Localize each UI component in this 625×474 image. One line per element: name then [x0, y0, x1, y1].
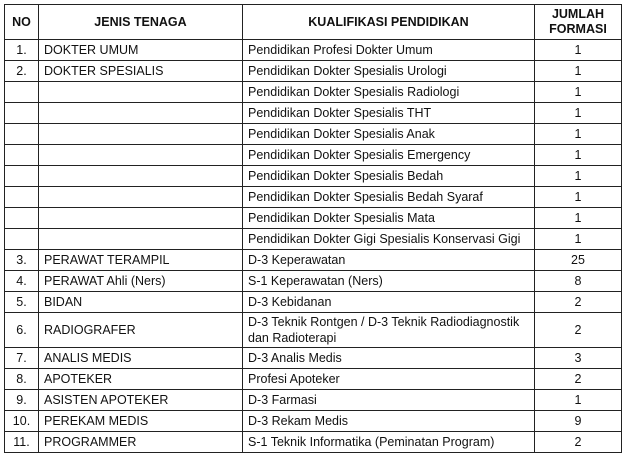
table-row [5, 124, 622, 145]
cell-jenis-tenaga [39, 82, 243, 103]
cell-no: 5. [5, 292, 39, 313]
cell-jenis-tenaga: DOKTER SPESIALIS [39, 61, 243, 82]
table-row [5, 61, 622, 82]
cell-kualifikasi: Pendidikan Dokter Gigi Spesialis Konservasi Gigi [243, 229, 535, 250]
cell-kualifikasi: S-1 Keperawatan (Ners) [243, 271, 535, 292]
cell-jumlah: 1 [535, 187, 622, 208]
header-jumlah-line2: FORMASI [549, 22, 607, 36]
cell-jenis-tenaga [39, 187, 243, 208]
cell-kualifikasi: D-3 Analis Medis [243, 348, 535, 369]
cell-kualifikasi: D-3 Rekam Medis [243, 411, 535, 432]
header-row [5, 5, 622, 40]
cell-no [5, 166, 39, 187]
cell-jenis-tenaga [39, 208, 243, 229]
cell-jenis-tenaga: PEREKAM MEDIS [39, 411, 243, 432]
cell-no [5, 145, 39, 166]
cell-jumlah: 8 [535, 271, 622, 292]
cell-jumlah: 1 [535, 40, 622, 61]
cell-no: 1. [5, 40, 39, 61]
table-row [5, 250, 622, 271]
cell-no [5, 229, 39, 250]
table-row [5, 208, 622, 229]
cell-jumlah: 1 [535, 229, 622, 250]
table-row [5, 82, 622, 103]
cell-no [5, 187, 39, 208]
cell-jumlah: 1 [535, 82, 622, 103]
cell-jenis-tenaga: PERAWAT Ahli (Ners) [39, 271, 243, 292]
cell-no [5, 124, 39, 145]
header-jenis-tenaga: JENIS TENAGA [39, 5, 243, 40]
table-row [5, 432, 622, 453]
table-row [5, 40, 622, 61]
cell-jumlah: 2 [535, 292, 622, 313]
cell-jumlah: 1 [535, 124, 622, 145]
table-row [5, 103, 622, 124]
cell-jenis-tenaga: ASISTEN APOTEKER [39, 390, 243, 411]
cell-jumlah: 9 [535, 411, 622, 432]
formasi-table [4, 4, 622, 453]
cell-jenis-tenaga: DOKTER UMUM [39, 40, 243, 61]
cell-jumlah: 1 [535, 208, 622, 229]
header-jumlah-formasi [535, 5, 622, 40]
header-kualifikasi: KUALIFIKASI PENDIDIKAN [243, 5, 535, 40]
cell-kualifikasi: D-3 Teknik Rontgen / D-3 Teknik Radiodiagnostik dan Radioterapi [243, 313, 535, 348]
cell-kualifikasi: Pendidikan Dokter Spesialis Anak [243, 124, 535, 145]
table-row [5, 187, 622, 208]
cell-jumlah: 1 [535, 103, 622, 124]
cell-jenis-tenaga [39, 124, 243, 145]
header-no: NO [5, 5, 39, 40]
table-body [5, 40, 622, 453]
cell-no: 11. [5, 432, 39, 453]
table-row [5, 145, 622, 166]
cell-kualifikasi: Pendidikan Dokter Spesialis Bedah Syaraf [243, 187, 535, 208]
cell-no: 10. [5, 411, 39, 432]
cell-jumlah: 1 [535, 390, 622, 411]
cell-kualifikasi: Pendidikan Dokter Spesialis Urologi [243, 61, 535, 82]
cell-jenis-tenaga: ANALIS MEDIS [39, 348, 243, 369]
cell-kualifikasi: S-1 Teknik Informatika (Peminatan Program) [243, 432, 535, 453]
table-row [5, 271, 622, 292]
cell-jenis-tenaga [39, 145, 243, 166]
cell-no: 9. [5, 390, 39, 411]
cell-jumlah: 25 [535, 250, 622, 271]
table-row [5, 369, 622, 390]
cell-jumlah: 2 [535, 432, 622, 453]
cell-kualifikasi: Profesi Apoteker [243, 369, 535, 390]
table-row [5, 390, 622, 411]
header-jumlah-line1: JUMLAH [551, 7, 605, 21]
cell-no [5, 82, 39, 103]
cell-jenis-tenaga [39, 229, 243, 250]
cell-kualifikasi: D-3 Kebidanan [243, 292, 535, 313]
table-row [5, 292, 622, 313]
cell-no: 8. [5, 369, 39, 390]
cell-no: 6. [5, 313, 39, 348]
cell-no: 3. [5, 250, 39, 271]
cell-jenis-tenaga: PROGRAMMER [39, 432, 243, 453]
cell-no [5, 208, 39, 229]
cell-kualifikasi: D-3 Keperawatan [243, 250, 535, 271]
cell-kualifikasi: Pendidikan Dokter Spesialis THT [243, 103, 535, 124]
table-row [5, 166, 622, 187]
table-row [5, 229, 622, 250]
cell-jumlah: 3 [535, 348, 622, 369]
cell-no: 4. [5, 271, 39, 292]
cell-jenis-tenaga: APOTEKER [39, 369, 243, 390]
cell-jumlah: 1 [535, 166, 622, 187]
cell-kualifikasi: Pendidikan Dokter Spesialis Emergency [243, 145, 535, 166]
table-row [5, 348, 622, 369]
cell-kualifikasi: Pendidikan Profesi Dokter Umum [243, 40, 535, 61]
cell-jenis-tenaga [39, 103, 243, 124]
table-row [5, 313, 622, 348]
cell-jumlah: 1 [535, 145, 622, 166]
cell-kualifikasi: Pendidikan Dokter Spesialis Mata [243, 208, 535, 229]
cell-kualifikasi: Pendidikan Dokter Spesialis Bedah [243, 166, 535, 187]
cell-jenis-tenaga: BIDAN [39, 292, 243, 313]
cell-no: 7. [5, 348, 39, 369]
cell-kualifikasi: D-3 Farmasi [243, 390, 535, 411]
table-row [5, 411, 622, 432]
cell-jenis-tenaga: PERAWAT TERAMPIL [39, 250, 243, 271]
cell-jumlah: 2 [535, 369, 622, 390]
cell-no [5, 103, 39, 124]
cell-kualifikasi: Pendidikan Dokter Spesialis Radiologi [243, 82, 535, 103]
cell-jumlah: 1 [535, 61, 622, 82]
cell-jenis-tenaga [39, 166, 243, 187]
cell-jumlah: 2 [535, 313, 622, 348]
cell-no: 2. [5, 61, 39, 82]
cell-jenis-tenaga: RADIOGRAFER [39, 313, 243, 348]
